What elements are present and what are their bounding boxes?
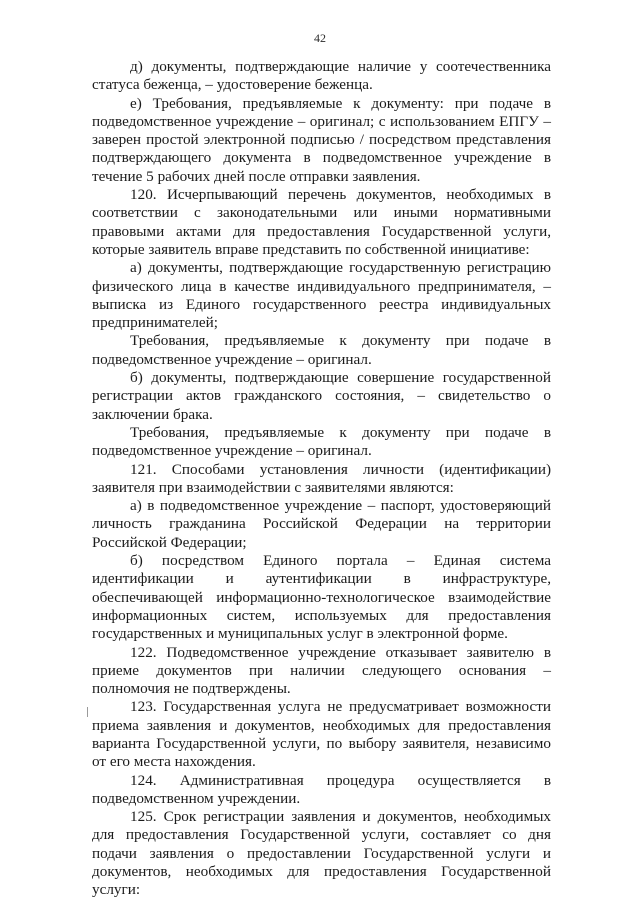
paragraph-d-refugee-status: д) документы, подтверждающие наличие у соотечественника статуса беженца, – удостоверение беженца.	[92, 58, 551, 94]
paragraph-121-b: б) посредством Единого портала – Единая система идентификации и аутентификации в инфраструктуре, обеспечивающей информационно-технологическое взаимодействие информационных систем, используемых для предоставления государственных и муниципальных услуг в электронной форме.	[92, 552, 551, 643]
paragraph-121: 121. Способами установления личности (идентификации) заявителя при взаимодействии с заявителями являются:	[92, 460, 551, 496]
paragraph-125: 125. Срок регистрации заявления и документов, необходимых для предоставления Государственной услуги, составляет со дня подачи заявления о предоставлении Государственной услуги и документов, необходимых для предоставления Государственной услуги:	[92, 808, 551, 899]
paragraph-e-requirements: е) Требования, предъявляемые к документу: при подаче в подведомственное учреждение – оригинал; с использованием ЕПГУ – заверен простой электронной подписью / посредством представления подтверждающего документа в подведомственное учреждение в течение 5 рабочих дней после отправки заявления.	[92, 94, 551, 185]
page-number: 42	[314, 31, 326, 45]
margin-mark	[87, 707, 88, 717]
paragraph-120-b: б) документы, подтверждающие совершение государственной регистрации актов гражданского состояния, – свидетельство о заключении брака.	[92, 369, 551, 423]
document-body	[92, 58, 551, 900]
paragraph-121-a: а) в подведомственное учреждение – паспорт, удостоверяющий личность гражданина Российской Федерации на территории Российской Федерации;	[92, 497, 551, 551]
paragraph-120-a: а) документы, подтверждающие государственную регистрацию физического лица в качестве индивидуального предпринимателя, – выписка из Единого государственного реестра индивидуальных предпринимателей;	[92, 259, 551, 332]
paragraph-123: 123. Государственная услуга не предусматривает возможности приема заявления и документов, необходимых для предоставления варианта Государственной услуги, по выбору заявителя, независимо от его места нахождения.	[92, 698, 551, 771]
paragraph-120-b-requirements: Требования, предъявляемые к документу при подаче в подведомственное учреждение – оригинал.	[92, 423, 551, 460]
paragraph-120-a-requirements: Требования, предъявляемые к документу при подаче в подведомственное учреждение – оригинал.	[92, 332, 551, 368]
paragraph-120: 120. Исчерпывающий перечень документов, необходимых в соответствии с законодательными или иными нормативными правовыми актами для предоставления Государственной услуги, которые заявитель вправе представить по собственной инициативе:	[92, 186, 551, 258]
paragraph-124: 124. Административная процедура осуществляется в подведомственном учреждении.	[92, 771, 551, 807]
paragraph-122: 122. Подведомственное учреждение отказывает заявителю в приеме документов при наличии следующего основания – полномочия не подтверждены.	[92, 643, 551, 698]
